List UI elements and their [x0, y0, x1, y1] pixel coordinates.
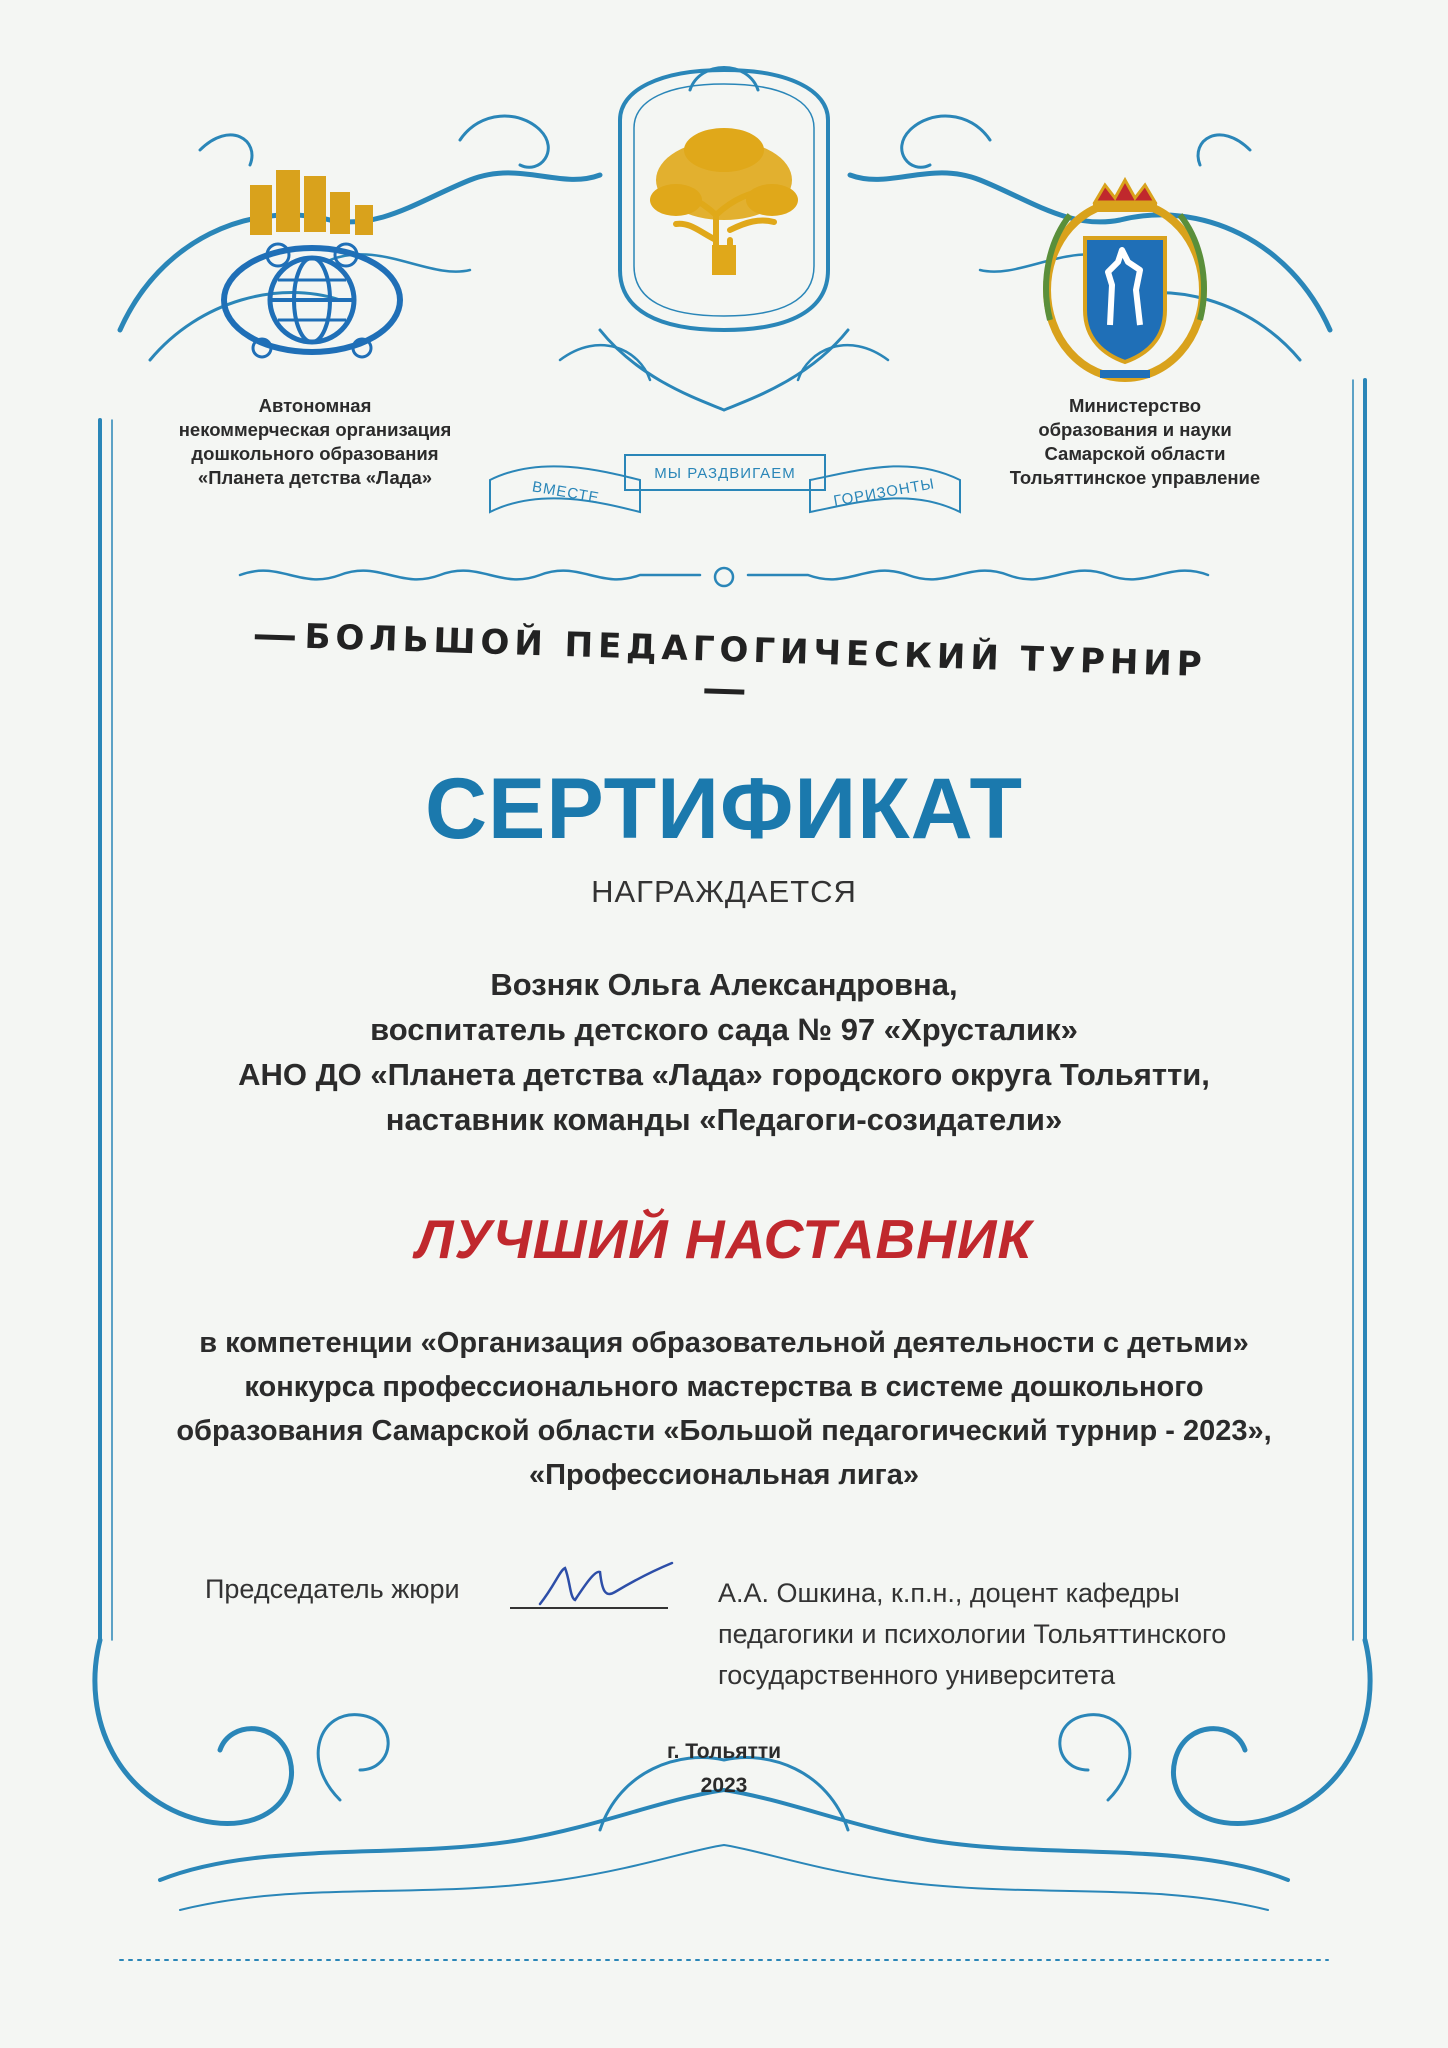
golden-tree-logo [650, 128, 798, 275]
recipient-line: Возняк Ольга Александровна, [490, 967, 958, 1002]
competence-line: «Профессиональная лига» [528, 1459, 920, 1491]
competence-line: образования Самарской области «Большой педагогический турнир - 2023», [176, 1415, 1272, 1447]
organizer-left [150, 394, 480, 490]
award-title: ЛУЧШИЙ НАСТАВНИК [415, 1208, 1033, 1270]
samara-coat-of-arms [1046, 180, 1204, 378]
place-and-year [0, 1735, 1448, 1803]
organizer-right-line: образования и науки [1038, 419, 1232, 440]
competence-line: конкурса профессионального мастерства в системе дошкольного [244, 1371, 1204, 1403]
organizer-left-line: «Планета детства «Лада» [197, 467, 433, 488]
motto-right: ГОРИЗОНТЫ [832, 475, 937, 510]
certificate-title: СЕРТИФИКАТ [424, 761, 1024, 857]
competence-block [110, 1321, 1338, 1497]
place: г. Тольятти [666, 1740, 782, 1763]
organizer-left-line: Автономная [258, 395, 372, 416]
motto-ribbon [490, 455, 960, 512]
competence-line: в компетенции «Организация образовательной деятельности с детьми» [199, 1327, 1249, 1359]
motto-center: МЫ РАЗДВИГАЕМ [654, 465, 796, 482]
organizer-right-line: Тольяттинское управление [1009, 467, 1261, 488]
event-title-text: БОЛЬШОЙ ПЕДАГОГИЧЕСКИЙ ТУРНИР [303, 616, 1208, 686]
organizer-left-line: дошкольного образования [191, 443, 439, 464]
signature-line [510, 1607, 668, 1609]
jury-chair-name [718, 1573, 1278, 1696]
year: 2023 [700, 1774, 748, 1797]
event-title-dash [704, 688, 744, 694]
recipient-block [120, 962, 1328, 1142]
planet-globe-logo [224, 170, 400, 357]
signature-scribble [540, 1563, 672, 1604]
organizer-right-line: Самарской области [1044, 443, 1226, 464]
motto-left: ВМЕСТЕ [530, 478, 601, 507]
jury-name-line: А.А. Ошкина, к.п.н., доцент кафедры [718, 1578, 1180, 1608]
organizer-left-line: некоммерческая организация [178, 419, 452, 440]
recipient-line: наставник команды «Педагоги-созидатели» [385, 1102, 1063, 1137]
jury-chair-label: Председатель жюри [205, 1574, 460, 1604]
recipient-line: воспитатель детского сада № 97 «Хрусталик» [370, 1012, 1078, 1047]
jury-name-line: государственного университета [718, 1660, 1116, 1690]
organizer-right-line: Министерство [1068, 395, 1202, 416]
recipient-line: АНО ДО «Планета детства «Лада» городского округа Тольятти, [238, 1057, 1210, 1092]
awarded-label: НАГРАЖДАЕТСЯ [591, 874, 857, 909]
organizer-right [970, 394, 1300, 490]
jury-name-line: педагогики и психологии Тольяттинского [718, 1619, 1227, 1649]
event-title-dash [254, 634, 294, 640]
